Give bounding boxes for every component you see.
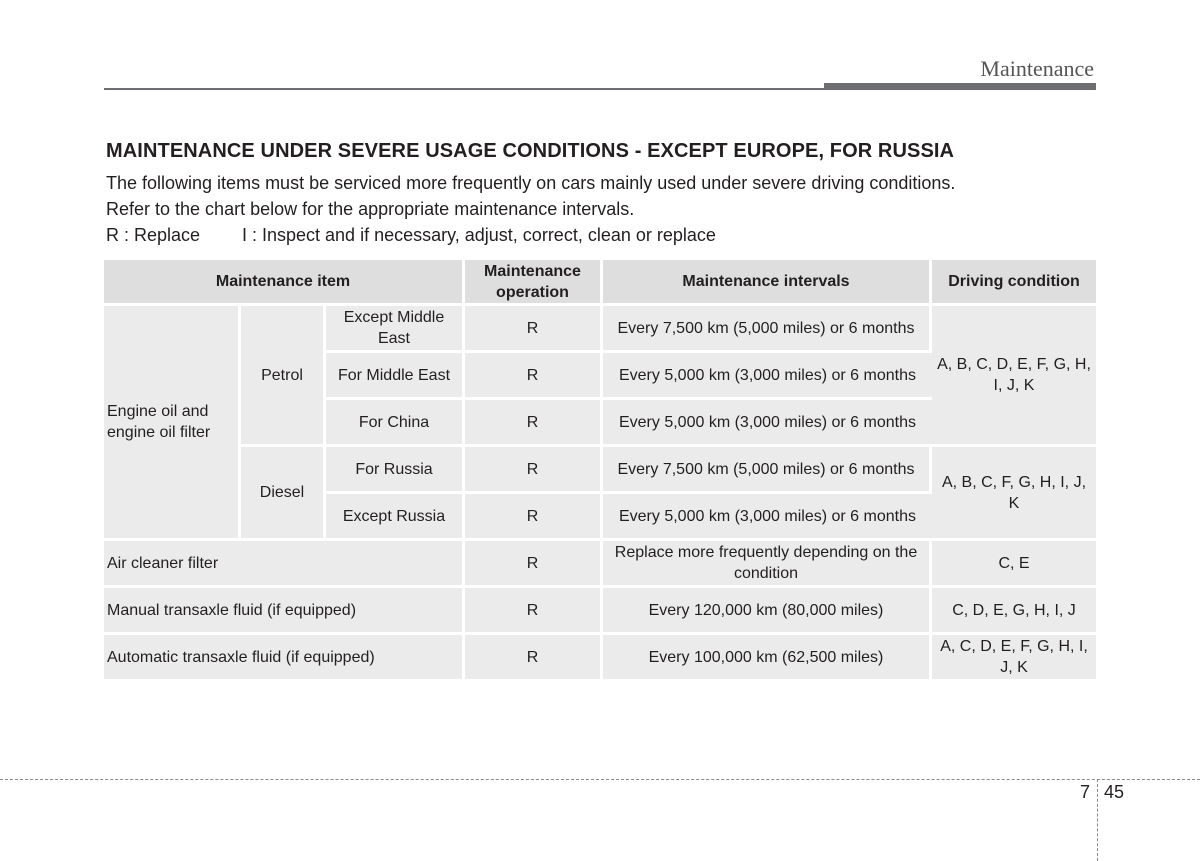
header-maintenance-intervals: Maintenance intervals bbox=[603, 260, 932, 306]
table-row bbox=[104, 306, 1096, 353]
condition-cell: A, C, D, E, F, G, H, I, J, K bbox=[932, 635, 1096, 682]
sub-item: For Middle East bbox=[326, 353, 465, 400]
operation-cell: R bbox=[465, 306, 603, 353]
running-header-title: Maintenance bbox=[980, 56, 1094, 81]
section-title: MAINTENANCE UNDER SEVERE USAGE CONDITIONS - EXCEPT EUROPE, FOR RUSSIA bbox=[106, 140, 955, 162]
item-cell: Automatic transaxle fluid (if equipped) bbox=[104, 635, 465, 682]
interval-cell: Every 7,500 km (5,000 miles) or 6 months bbox=[603, 306, 932, 353]
intro-text bbox=[106, 170, 955, 248]
page-number: 45 bbox=[1104, 782, 1125, 802]
interval-cell: Every 100,000 km (62,500 miles) bbox=[603, 635, 932, 682]
intro-line: The following items must be serviced more frequently on cars mainly used under severe driving conditions. bbox=[106, 173, 956, 193]
maintenance-table bbox=[104, 260, 1096, 682]
operation-cell: R bbox=[465, 494, 603, 541]
operation-cell: R bbox=[465, 353, 603, 400]
table-header-row bbox=[104, 260, 1096, 306]
sub-item: For China bbox=[326, 400, 465, 447]
condition-cell: C, E bbox=[932, 541, 1096, 588]
legend-replace: R : Replace bbox=[106, 225, 201, 245]
item-cell: Manual transaxle fluid (if equipped) bbox=[104, 588, 465, 635]
sub-item: For Russia bbox=[326, 447, 465, 494]
header-rule bbox=[104, 88, 824, 90]
header-rule-accent bbox=[824, 83, 1096, 90]
footer-divider-vertical bbox=[1097, 779, 1098, 861]
diesel-label: Diesel bbox=[241, 447, 326, 541]
operation-cell: R bbox=[465, 541, 603, 588]
condition-cell: A, B, C, D, E, F, G, H, I, J, K bbox=[932, 306, 1096, 447]
header-driving-condition: Driving condition bbox=[932, 260, 1096, 306]
petrol-label: Petrol bbox=[241, 306, 326, 447]
operation-cell: R bbox=[465, 635, 603, 682]
condition-cell: C, D, E, G, H, I, J bbox=[932, 588, 1096, 635]
interval-cell: Every 5,000 km (3,000 miles) or 6 months bbox=[603, 400, 932, 447]
chapter-number: 7 bbox=[1080, 782, 1091, 802]
table-row bbox=[104, 541, 1096, 588]
legend-line bbox=[106, 222, 955, 248]
interval-cell: Every 7,500 km (5,000 miles) or 6 months bbox=[603, 447, 932, 494]
header-maintenance-item: Maintenance item bbox=[104, 260, 465, 306]
legend-inspect: I : Inspect and if necessary, adjust, correct, clean or replace bbox=[242, 225, 716, 245]
engine-oil-label: Engine oil and engine oil filter bbox=[104, 306, 241, 541]
sub-item: Except Russia bbox=[326, 494, 465, 541]
header-maintenance-operation: Maintenance operation bbox=[465, 260, 603, 306]
interval-cell: Every 5,000 km (3,000 miles) or 6 months bbox=[603, 353, 932, 400]
footer-divider bbox=[0, 779, 1200, 780]
operation-cell: R bbox=[465, 588, 603, 635]
table-row bbox=[104, 635, 1096, 682]
operation-cell: R bbox=[465, 400, 603, 447]
item-cell: Air cleaner filter bbox=[104, 541, 465, 588]
operation-cell: R bbox=[465, 447, 603, 494]
table-row bbox=[104, 447, 1096, 494]
interval-cell: Replace more frequently depending on the condition bbox=[603, 541, 932, 588]
sub-item: Except Middle East bbox=[326, 306, 465, 353]
condition-cell: A, B, C, F, G, H, I, J, K bbox=[932, 447, 1096, 541]
intro-line: Refer to the chart below for the appropriate maintenance intervals. bbox=[106, 199, 635, 219]
table-row bbox=[104, 588, 1096, 635]
interval-cell: Every 120,000 km (80,000 miles) bbox=[603, 588, 932, 635]
interval-cell: Every 5,000 km (3,000 miles) or 6 months bbox=[603, 494, 932, 541]
